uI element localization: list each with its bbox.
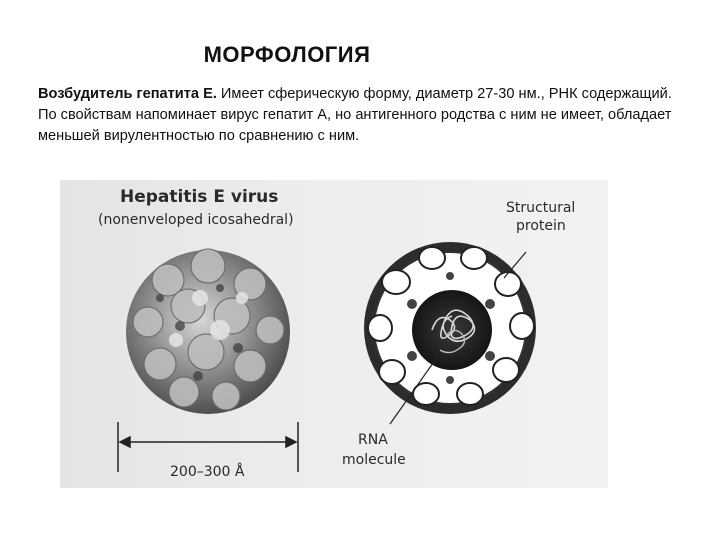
slide-title: МОРФОЛОГИЯ bbox=[203, 42, 371, 67]
figure-heading: Hepatitis E virus bbox=[120, 187, 279, 207]
label-rna-line2: molecule bbox=[342, 452, 406, 468]
body-lead: Возбудитель гепатита Е. bbox=[38, 86, 217, 102]
figure-subheading: (nonenveloped icosahedral) bbox=[98, 212, 294, 228]
body-rest: Имеет сферическую форму, диаметр 27-30 нм., РНК содержащий. По свойствам напоминает вирус гепатит А, но антигенного родства с ним не имеет, обладает меньшей вирулентностью по сравнению с ним. bbox=[38, 86, 672, 144]
label-structural-line2: protein bbox=[516, 218, 566, 234]
dimension-label: 200–300 Å bbox=[170, 464, 245, 480]
label-structural-line1: Structural bbox=[506, 200, 576, 216]
virus-illustration bbox=[60, 180, 608, 488]
virus-figure bbox=[60, 180, 608, 488]
label-rna-line1: RNA bbox=[358, 432, 388, 448]
intact-capsid bbox=[126, 249, 290, 414]
slide-body-text bbox=[38, 84, 688, 147]
cross-section bbox=[364, 242, 536, 414]
